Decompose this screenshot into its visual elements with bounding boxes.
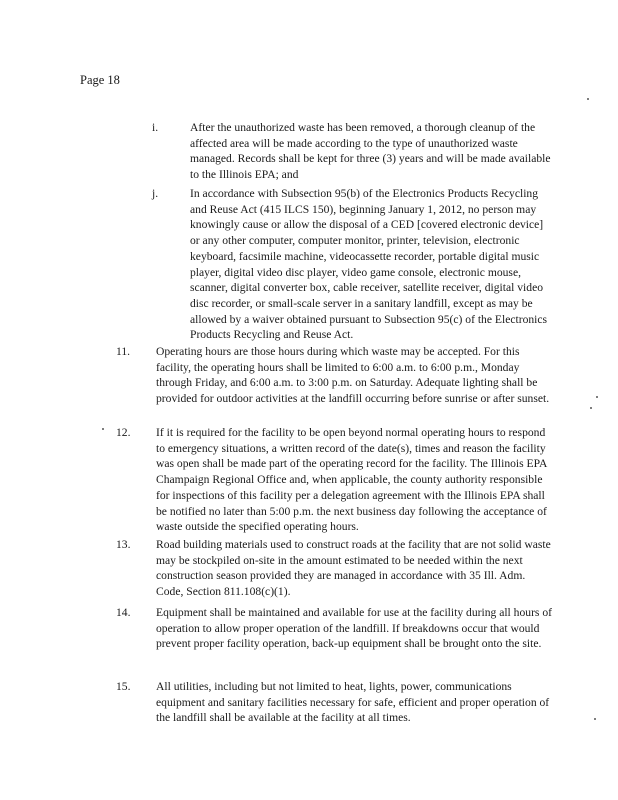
item-number-13: 13. bbox=[116, 538, 131, 551]
subitem-marker-j: j. bbox=[152, 187, 159, 200]
page-label: Page 18 bbox=[80, 73, 120, 87]
subitem-text-i: After the unauthorized waste has been removed, a thorough cleanup of the affected area will be made according to the type of unauthorized waste managed. Records shall be kept for three (3) years and will be made available to the Illinois EPA; and bbox=[190, 121, 551, 182]
scan-speck bbox=[594, 718, 596, 720]
scan-speck bbox=[596, 396, 598, 398]
item-number-12: 12. bbox=[116, 426, 131, 439]
item-number-14: 14. bbox=[116, 606, 131, 619]
item-number-11: 11. bbox=[116, 345, 131, 358]
subitem-text-j: In accordance with Subsection 95(b) of the Electronics Products Recycling and Reuse Act (415 ILCS 150), beginning January 1, 2012, no person may knowingly cause or allow the disposal of a CED [covered electronic device] or any other computer, computer monitor, printer, television, electronic keyboard, facsimile machine, videocassette recorder, portable digital music player, digital video disc player, video game console, electronic mouse, scanner, digital converter box, cable receiver, satellite receiver, digital video disc recorder, or small-scale server in a sanitary landfill, except as may be allowed by a waiver obtained pursuant to Subsection 95(c) of the Electronics Products Recycling and Reuse Act. bbox=[190, 187, 548, 342]
item-text-13: Road building materials used to construct roads at the facility that are not solid waste may be stockpiled on-site in the amount estimated to be needed within the next construction season provided they are managed in accordance with 35 Ill. Adm. Code, Section 811.108(c)(1). bbox=[156, 538, 551, 599]
scan-speck bbox=[590, 407, 592, 409]
scan-speck bbox=[102, 428, 104, 430]
item-text-15: All utilities, including but not limited to heat, lights, power, communications equipment and sanitary facilities necessary for safe, efficient and proper operation of the landfill shall be available at the facility at all times. bbox=[156, 680, 550, 725]
item-text-12: If it is required for the facility to be open beyond normal operating hours to respond to emergency situations, a written record of the date(s), times and reason the facility was open shall be made part of the operating record for the facility. The Illinois EPA Champaign Regional Office and, when applicable, the county authority responsible for inspections of this facility per a delegation agreement with the Illinois EPA shall be notified no later than 5:00 p.m. the next business day following the acceptance of waste outside the specified operating hours. bbox=[156, 426, 547, 534]
item-text-11: Operating hours are those hours during which waste may be accepted. For this facility, the operating hours shall be limited to 6:00 a.m. to 6:00 p.m., Monday through Friday, and 6:00 a.m. to 3:00 p.m. on Saturday. Adequate lighting shall be provided for outdoor activities at the landfill occurring before sunrise or after sunset. bbox=[156, 345, 550, 406]
item-number-15: 15. bbox=[116, 680, 131, 693]
subitem-marker-i: i. bbox=[152, 121, 159, 134]
scan-speck bbox=[587, 98, 589, 100]
item-text-14: Equipment shall be maintained and available for use at the facility during all hours of operation to allow proper operation of the landfill. If breakdowns occur that would prevent proper facility operation, back-up equipment shall be brought onto the site. bbox=[156, 606, 552, 651]
